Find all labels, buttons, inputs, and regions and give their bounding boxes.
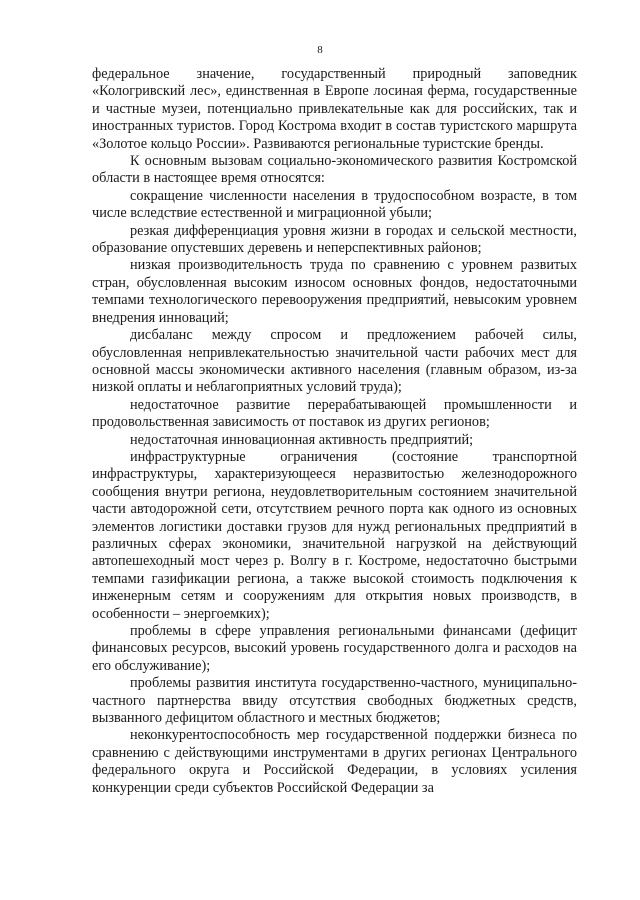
paragraph-population-decline: сокращение численности населения в трудоспособном возрасте, в том числе вследствие естественной и миграционной убыли; xyxy=(92,187,577,222)
paragraph-innovation: недостаточная инновационная активность предприятий; xyxy=(130,431,474,448)
paragraph-infrastructure: инфраструктурные ограничения (состояние транспортной инфраструктуры, характеризующееся неразвитостью железнодорожного сообщения внутри региона, неудовлетворительным состоянием значительной части автодорожной сети, отсутствием речного порта как одного из основных элементов логистики доставки грузов для нужд региональных предприятий в различных сферах экономики, значительной нагрузкой на действующий автопешеходный мост через р. Волгу в г. Костроме, недостаточно быстрыми темпами газификации региона, а также высокой стоимость подключения к инженерным сетям и сооружениям для открытия новых производств, в особенности – энергоемких); xyxy=(92,448,577,622)
paragraph-tourism-continuation: федеральное значение, государственный природный заповедник «Кологривский лес», единственная в Европе лосиная ферма, государственные и частные музеи, потенциально привлекательные как для российских, так и иностранных туристов. Город Кострома входит в состав туристского маршрута «Золотое кольцо России». Развиваются региональные туристские бренды. xyxy=(92,66,577,152)
paragraph-labor-productivity: низкая производительность труда по сравнению с уровнем развитых стран, обусловленная высоким износом основных фондов, недостаточными темпами технологического перевооружения предприятий, невысоким уровнем внедрения инноваций; xyxy=(92,257,577,326)
paragraph-living-standards: резкая дифференциация уровня жизни в городах и сельской местности, образование опустевших деревень и неперспективных районов; xyxy=(92,222,577,257)
paragraph-labor-imbalance: дисбаланс между спросом и предложением рабочей силы, обусловленная непривлекательностью значительной части рабочих мест для основной массы экономически активного населения (главным образом, из-за низкой оплаты и неблагоприятных условий труда); xyxy=(92,327,577,396)
page-number: 8 xyxy=(317,44,323,56)
paragraph-public-private-partnership: проблемы развития института государственно-частного, муниципально-частного партнерства ввиду отсутствия свободных бюджетных средств, вызванного дефицитом областного и местных бюджетов; xyxy=(92,675,577,727)
paragraph-business-support: неконкурентоспособность мер государственной поддержки бизнеса по сравнению с действующими инструментами в других регионах Центрального федерального округа и Российской Федерации, в условиях усиления конкуренции среди субъектов Российской Федерации за xyxy=(92,727,577,796)
paragraph-processing-industry: недостаточное развитие перерабатывающей промышленности и продовольственная зависимость от поставок из других регионов; xyxy=(92,396,577,431)
document-body xyxy=(92,66,577,797)
paragraph-regional-finance: проблемы в сфере управления региональными финансами (дефицит финансовых ресурсов, высокий уровень государственного долга и расходов на его обслуживание); xyxy=(92,623,577,674)
paragraph-challenges-intro: К основным вызовам социально-экономического развития Костромской области в настоящее время относятся: xyxy=(92,153,577,187)
